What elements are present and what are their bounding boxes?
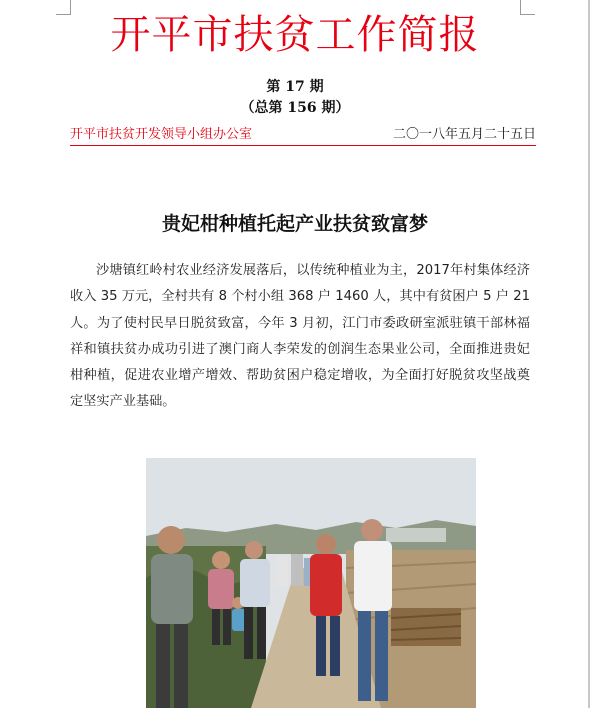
article-title: 贵妃柑种植托起产业扶贫致富梦 <box>161 213 428 235</box>
office-name: 开平市扶贫开发领导小组办公室 <box>70 127 253 142</box>
article-body: 沙塘镇红岭村农业经济发展落后，以传统种植业为主，2017年村集体经济收入 35 万元，全村共有 8 个村小组 368 户 1460 人，其中有贫困户 5 户 21 人。为了使村民早日脱贫致富，今年 3 月初，江门市委政研室派驻镇干部林福祥和镇扶贫办成功引进了澳门商人李荣发的创润生态果业公司，全面推进贵妃柑种植，促进农业增产增效、帮助贫困户稳定增收，为全面打好脱贫攻坚战奠定坚实产业基础。 <box>70 263 530 410</box>
issue-date: 二〇一八年五月二十五日 <box>392 127 536 142</box>
issue-number: 第 17 期 <box>266 79 324 95</box>
issue-total: （总第 156 期） <box>240 100 350 116</box>
article-photo <box>146 458 476 708</box>
masthead-title: 开平市扶贫工作简报 <box>110 12 480 58</box>
red-divider <box>70 145 536 146</box>
office-line <box>70 127 536 147</box>
